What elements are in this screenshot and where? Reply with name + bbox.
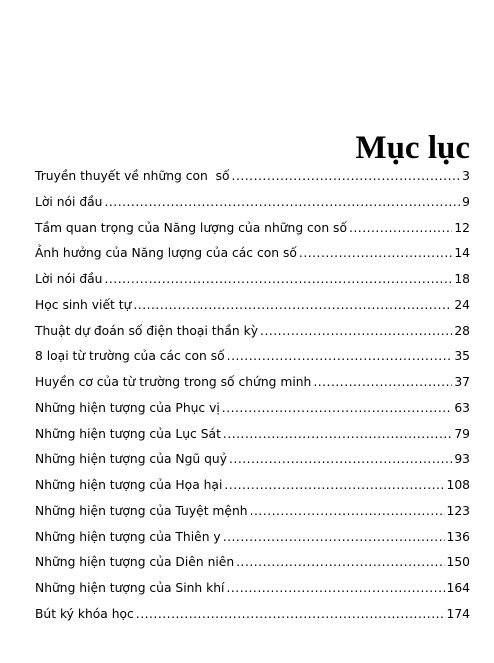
toc-entry-label: Những hiện tượng của Thiên y <box>35 529 221 544</box>
toc-entry[interactable] <box>35 295 470 321</box>
dot-leader <box>227 346 453 366</box>
dot-leader <box>133 295 452 315</box>
dot-leader <box>250 501 445 521</box>
toc-entry-label: Những hiện tượng của Sinh khí <box>35 581 225 595</box>
page-title: Mục lục <box>355 130 470 166</box>
dot-leader <box>104 192 460 212</box>
toc-entry-label: Những hiện tượng của Họa hại <box>35 478 223 492</box>
dot-leader <box>226 578 444 598</box>
toc-entry-label: Những hiện tượng của Tuyệt mệnh <box>35 503 248 518</box>
toc-entry[interactable] <box>35 166 470 192</box>
toc-entry[interactable] <box>35 372 470 398</box>
dot-leader <box>136 604 445 624</box>
toc-entry[interactable] <box>35 398 470 424</box>
dot-leader <box>229 449 452 469</box>
toc-entry-label: Lời nói đầu <box>35 194 103 209</box>
toc-entry-page-number: 9 <box>462 194 470 209</box>
toc-entry[interactable] <box>35 218 470 244</box>
toc-entry[interactable] <box>35 269 470 295</box>
dot-leader <box>349 218 452 238</box>
toc-entry-page-number: 108 <box>446 478 470 492</box>
toc-entry-page-number: 174 <box>446 606 470 621</box>
toc-entry[interactable] <box>35 243 470 269</box>
toc-entry-page-number: 12 <box>454 220 470 235</box>
toc-entry-page-number: 164 <box>446 581 470 595</box>
toc-entry-label: Những hiện tượng của Phục vị <box>35 400 220 415</box>
toc-entry-page-number: 123 <box>446 503 470 518</box>
dot-leader <box>313 372 452 392</box>
toc-entry-label: Ảnh hưởng của Năng lượng của các con số <box>35 246 297 261</box>
dot-leader <box>236 552 444 572</box>
toc-entry-page-number: 63 <box>454 400 470 415</box>
dot-leader <box>299 243 452 263</box>
toc-entry-page-number: 28 <box>454 323 470 338</box>
toc-entry[interactable] <box>35 501 470 527</box>
dot-leader <box>224 475 444 495</box>
toc-entry[interactable] <box>35 449 470 475</box>
toc-entry-page-number: 35 <box>454 349 470 364</box>
dot-leader <box>104 269 452 289</box>
toc-entry-label: Lời nói đầu <box>35 272 103 286</box>
toc-entry[interactable] <box>35 527 470 553</box>
table-of-contents <box>35 166 470 630</box>
toc-entry-page-number: 93 <box>454 452 470 467</box>
dot-leader <box>232 166 461 186</box>
toc-entry-page-number: 3 <box>462 169 470 183</box>
toc-entry[interactable] <box>35 424 470 450</box>
toc-entry-page-number: 79 <box>454 426 470 441</box>
toc-entry-label: Huyền cơ của từ trường trong số chứng minh <box>35 375 312 389</box>
toc-entry-label: Thuật dự đoán số điện thoại thần kỳ <box>35 323 259 338</box>
toc-entry-page-number: 18 <box>454 272 470 286</box>
toc-entry-label: 8 loại từ trường của các con số <box>35 349 225 364</box>
toc-entry[interactable] <box>35 552 470 578</box>
toc-entry-label: Truyền thuyết về những con số <box>35 169 230 183</box>
toc-entry[interactable] <box>35 321 470 347</box>
toc-entry-page-number: 24 <box>454 297 470 312</box>
toc-entry-label: Những hiện tượng của Ngũ quỷ <box>35 452 228 467</box>
dot-leader <box>223 527 445 547</box>
dot-leader <box>222 398 453 418</box>
toc-entry-label: Học sinh viết tự <box>35 297 132 312</box>
toc-entry-page-number: 136 <box>446 529 470 544</box>
toc-entry-page-number: 37 <box>454 375 470 389</box>
toc-entry[interactable] <box>35 578 470 604</box>
toc-entry-label: Những hiện tượng của Diên niên <box>35 555 235 570</box>
toc-entry-label: Những hiện tượng của Lục Sát <box>35 426 221 441</box>
toc-entry[interactable] <box>35 604 470 630</box>
dot-leader <box>260 321 452 341</box>
toc-entry[interactable] <box>35 346 470 372</box>
toc-entry-page-number: 150 <box>446 555 470 570</box>
toc-entry[interactable] <box>35 475 470 501</box>
toc-entry-label: Bút ký khóa học <box>35 606 134 621</box>
toc-entry[interactable] <box>35 192 470 218</box>
dot-leader <box>223 424 452 444</box>
toc-entry-page-number: 14 <box>454 246 470 261</box>
toc-entry-label: Tầm quan trọng của Năng lượng của những con số <box>35 220 347 235</box>
